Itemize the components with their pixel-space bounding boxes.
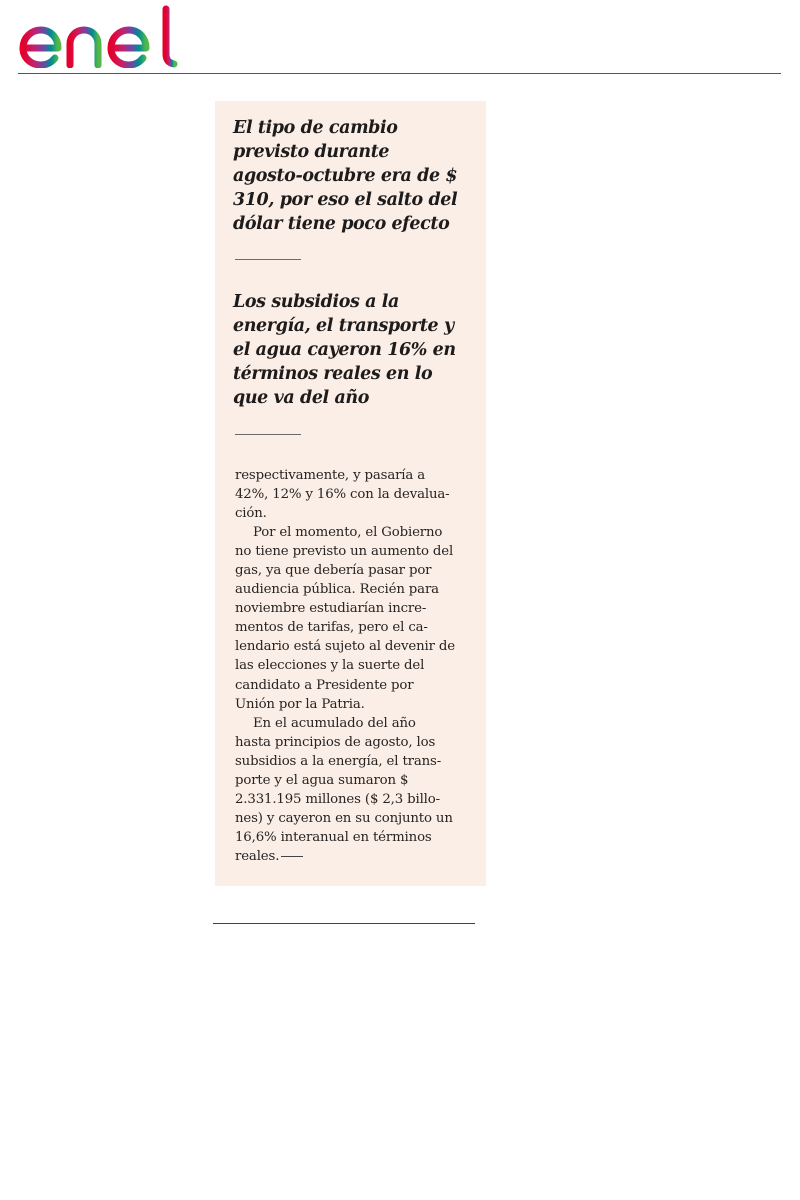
article-line-text: candidato a Presidente por [235, 677, 414, 693]
article-line [235, 523, 467, 542]
article-line-text: las elecciones y la suerte del [235, 658, 425, 674]
article-line [235, 580, 467, 599]
article-line-text: reales. [235, 848, 280, 864]
end-of-article-mark [281, 856, 303, 857]
headline-divider [235, 434, 301, 435]
header-rule [18, 73, 781, 74]
article-line [235, 752, 467, 771]
headline-exchange-rate: El tipo de cambio previsto durante agosto-octubre era de $ 310, por eso el salto del dólar tiene poco efecto [233, 118, 458, 234]
article-line-text: 42%, 12% y 16% con la devalua- [235, 487, 450, 503]
article-line-text: lendario está sujeto al devenir de [235, 639, 455, 655]
article-line [235, 771, 467, 790]
article-line-text: 16,6% interanual en términos [235, 829, 432, 845]
article-line [235, 790, 467, 809]
article-line-text: respectivamente, y pasaría a [235, 468, 426, 483]
enel-logo [18, 4, 180, 68]
article-line [235, 676, 467, 695]
article-line [235, 504, 467, 523]
article-line [235, 637, 467, 656]
article-line [235, 714, 467, 733]
article-line-text: mentos de tarifas, pero el ca- [235, 620, 428, 636]
headline-divider [235, 259, 301, 260]
article-line [235, 561, 467, 580]
article-line [235, 733, 467, 752]
article-line [235, 809, 467, 828]
article-line-text: hasta principios de agosto, los [235, 734, 436, 750]
article-line-text: noviembre estudiarían incre- [235, 601, 427, 617]
article-line-text: Unión por la Patria. [235, 696, 365, 712]
article-line-text: En el acumulado del año [253, 715, 416, 731]
article-line [235, 828, 467, 847]
article-line-text: ción. [235, 506, 267, 522]
article-line-text: no tiene previsto un aumento del [235, 544, 454, 560]
article-line-text: audiencia pública. Recién para [235, 582, 439, 598]
article-line [235, 599, 467, 618]
article-line [235, 656, 467, 675]
article-line [235, 466, 467, 485]
article-line [235, 695, 467, 714]
article-line [235, 542, 467, 561]
article-line-text: porte y el agua sumaron $ [235, 772, 409, 788]
newspaper-clipping [215, 101, 486, 886]
footer-rule [213, 923, 475, 924]
headline-subsidies: Los subsidios a la energía, el transporte y el agua cayeron 16% en términos reales en lo que va del año [233, 292, 456, 408]
article-line [235, 847, 467, 866]
article-line [235, 485, 467, 504]
article-line [235, 618, 467, 637]
article-line-text: 2.331.195 millones ($ 2,3 billo- [235, 791, 440, 807]
article-line-text: nes) y cayeron en su conjunto un [235, 810, 453, 826]
article-line-text: gas, ya que debería pasar por [235, 563, 432, 579]
article-line-text: subsidios a la energía, el trans- [235, 753, 442, 769]
article-body [235, 466, 467, 866]
article-line-text: Por el momento, el Gobierno [253, 525, 443, 541]
